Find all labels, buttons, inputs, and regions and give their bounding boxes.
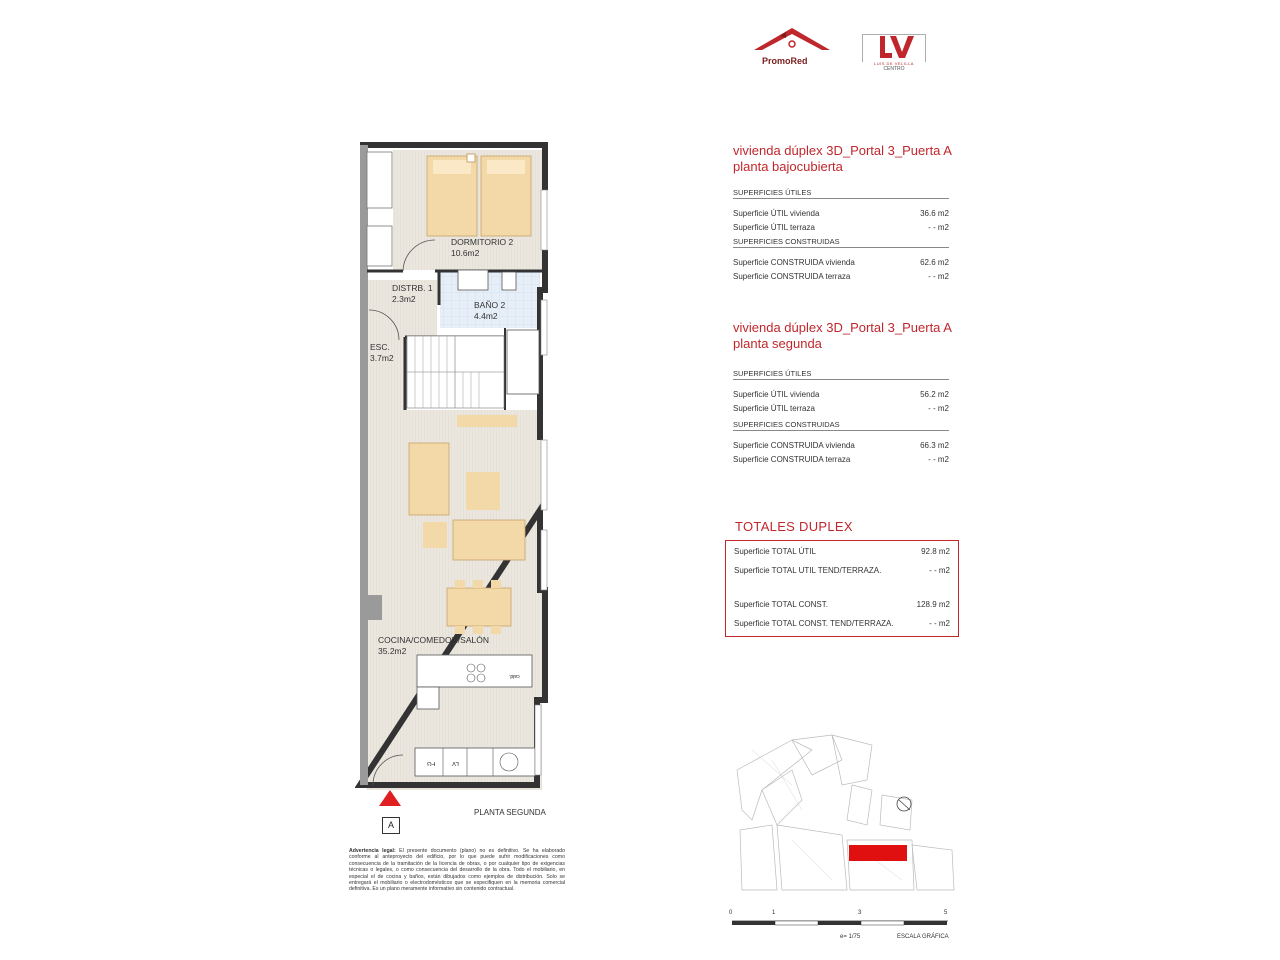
utiles-header: SUPERFICIES ÚTILES xyxy=(733,369,949,380)
surface-value: 56.2 m2 xyxy=(920,390,949,399)
room-dormitorio-2 xyxy=(451,237,513,259)
surface-row xyxy=(733,455,949,469)
surface-label: Superficie CONSTRUIDA vivienda xyxy=(733,441,855,450)
promored-logo xyxy=(748,26,836,70)
surface-row xyxy=(733,223,949,237)
room-bano-2 xyxy=(474,300,505,322)
total-value: - - m2 xyxy=(929,566,950,575)
legal-text: El presente documento (plano) no es definitivo. Se ha elaborado conforme al anteproyecto del edificio, por lo que puede sufrir modificaciones como consecuencia de la tramitación de la licencia de obras, o por cualquier tipo de exigencias técnicas o legales, o como consecuencia del desarrollo de la obra. Todo el mobiliario, en especial el de cocina y baños, están dibujados como ejemplos de distribución. Solo se entregará el mobiliario o electrodomésticos que se especifiquen en la memoria comercial definitiva. Es un plano meramente informativo sin contenido contractual. xyxy=(349,848,565,893)
surface-value: - - m2 xyxy=(928,223,949,232)
totals-box xyxy=(725,540,959,637)
totals-title: TOTALES DUPLEX xyxy=(735,519,853,534)
legal-notice xyxy=(349,848,565,893)
room-name: BAÑO 2 xyxy=(474,300,506,310)
unit-bajocubierta-section xyxy=(733,143,952,286)
room-area: 35.2m2 xyxy=(378,646,407,656)
total-row xyxy=(734,600,950,609)
total-label: Superficie TOTAL ÚTIL xyxy=(734,547,816,556)
total-value: 128.9 m2 xyxy=(916,600,950,609)
scale-tick: 3 xyxy=(858,910,862,916)
surface-row xyxy=(733,209,949,223)
room-name: DORMITORIO 2 xyxy=(451,237,514,247)
unit-title: vivienda dúplex 3D_Portal 3_Puerta A xyxy=(733,320,952,335)
surface-row xyxy=(733,258,949,272)
surface-label: Superficie ÚTIL terraza xyxy=(733,404,815,413)
surface-value: 66.3 m2 xyxy=(920,441,949,450)
scale-label: ESCALA GRÁFICA xyxy=(897,934,949,940)
surface-value: - - m2 xyxy=(928,455,949,464)
scale-bar xyxy=(732,919,948,931)
surface-row xyxy=(733,441,949,455)
lv-logo-subtitle2: CENTRO xyxy=(883,66,905,72)
room-distrb-1 xyxy=(392,283,433,305)
room-name: DISTRB. 1 xyxy=(392,283,433,293)
surface-row xyxy=(733,390,949,404)
unit-subtitle: planta bajocubierta xyxy=(733,159,843,174)
utiles-header: SUPERFICIES ÚTILES xyxy=(733,188,949,199)
surface-value: 36.6 m2 xyxy=(920,209,949,218)
room-esc xyxy=(370,342,394,364)
surface-value: 62.6 m2 xyxy=(920,258,949,267)
room-cocina-comedor-salon xyxy=(378,635,489,657)
lv-logo xyxy=(862,34,926,74)
room-area: 3.7m2 xyxy=(370,353,394,363)
surface-label: Superficie CONSTRUIDA terraza xyxy=(733,455,851,464)
surface-label: Superficie ÚTIL terraza xyxy=(733,223,815,232)
entry-marker: A xyxy=(382,817,400,834)
total-label: Superficie TOTAL UTIL TEND/TERRAZA. xyxy=(734,566,882,575)
appliance-fg: FG xyxy=(427,760,436,766)
entry-arrow-icon xyxy=(378,789,402,807)
room-name: COCINA/COMEDOR/SALÓN xyxy=(378,635,489,645)
construidas-header: SUPERFICIES CONSTRUIDAS xyxy=(733,420,949,431)
total-label: Superficie TOTAL CONST. xyxy=(734,600,828,609)
unit-subtitle: planta segunda xyxy=(733,336,822,351)
surface-label: Superficie ÚTIL vivienda xyxy=(733,390,820,399)
room-area: 10.6m2 xyxy=(451,248,480,258)
total-row xyxy=(734,619,950,628)
scale-tick: 5 xyxy=(944,910,948,916)
total-row xyxy=(734,566,950,575)
floor-label: PLANTA SEGUNDA xyxy=(474,808,546,817)
total-value: 92.8 m2 xyxy=(921,547,950,556)
surface-row xyxy=(733,404,949,418)
total-row xyxy=(734,547,950,556)
total-label: Superficie TOTAL CONST. TEND/TERRAZA. xyxy=(734,619,894,628)
room-area: 4.4m2 xyxy=(474,311,498,321)
lv-logo-subtitle: LUIS DE VELILLA xyxy=(874,61,914,66)
room-area: 2.3m2 xyxy=(392,294,416,304)
surface-label: Superficie CONSTRUIDA vivienda xyxy=(733,258,855,267)
promored-logo-text: PromoRed xyxy=(762,56,808,66)
appliance-lv: LV xyxy=(452,760,459,766)
total-value: - - m2 xyxy=(929,619,950,628)
surface-row xyxy=(733,272,949,286)
surface-value: - - m2 xyxy=(928,404,949,413)
scale-tick: 0 xyxy=(729,910,733,916)
scale-ratio: e= 1/75 xyxy=(840,934,861,940)
construidas-header: SUPERFICIES CONSTRUIDAS xyxy=(733,237,949,248)
surface-label: Superficie CONSTRUIDA terraza xyxy=(733,272,851,281)
site-location-map xyxy=(732,730,957,895)
surface-label: Superficie ÚTIL vivienda xyxy=(733,209,820,218)
room-name: ESC. xyxy=(370,342,390,352)
legal-heading: Advertencia legal: xyxy=(349,848,396,854)
scale-tick: 1 xyxy=(772,910,776,916)
unit-title: vivienda dúplex 3D_Portal 3_Puerta A xyxy=(733,143,952,158)
appliance-cald: cald. xyxy=(509,673,520,679)
surface-value: - - m2 xyxy=(928,272,949,281)
unit-segunda-section xyxy=(733,320,952,469)
